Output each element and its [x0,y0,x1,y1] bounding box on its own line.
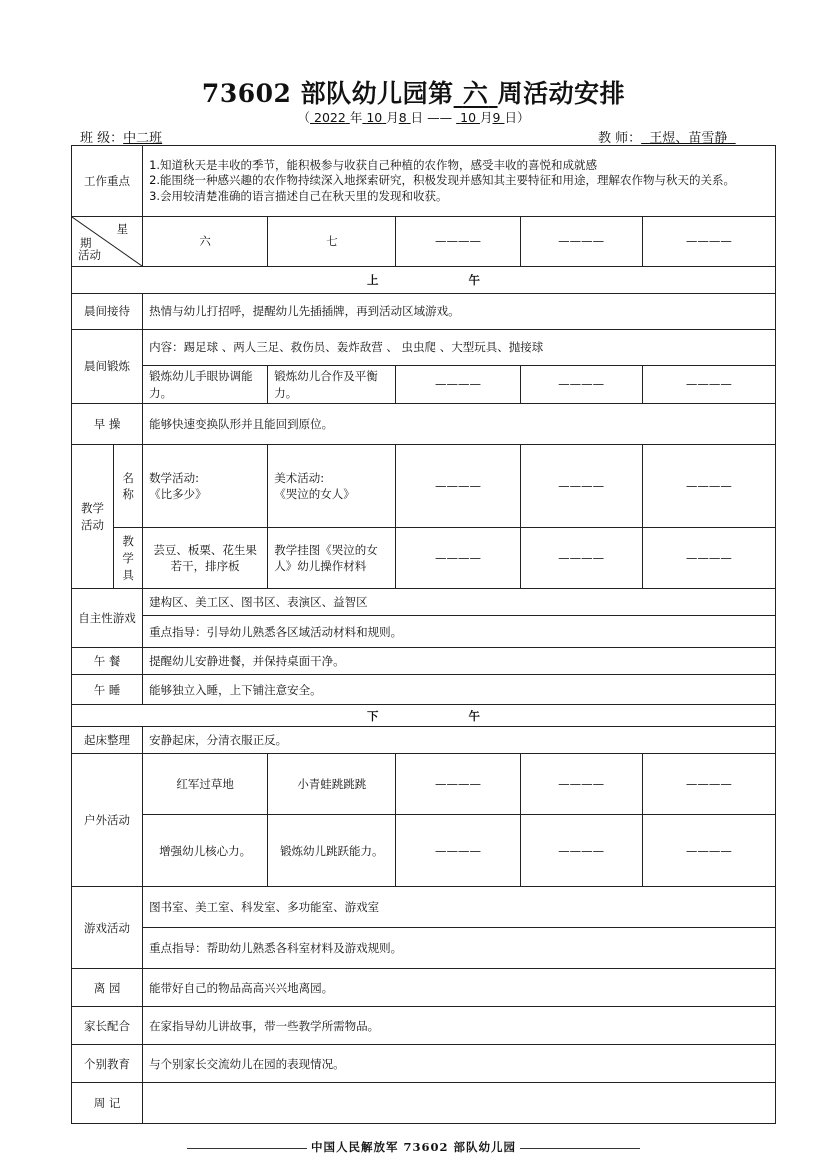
morning-reception-label: 晨间接待 [72,294,143,330]
day-cell: ———— [642,217,775,267]
focus-line: 2.能围绕一种感兴趣的农作物持续深入地探索研究，积极发现并感知其主要特征和用途，理解农作物与秋天的关系。 [149,173,736,188]
teaching-tools: 芸豆、板栗、花生果若干，排序板 [143,528,268,589]
page-footer [0,1139,827,1155]
morning-exercise-goals-row [72,366,776,404]
games-guide: 重点指导：帮助幼儿熟悉各科室材料及游戏规则。 [143,928,776,969]
focus-row [72,146,776,217]
teaching-label: 教学活动 [72,445,114,589]
day-cell: 七 [268,217,396,267]
focus-label: 工作重点 [72,146,143,217]
morning-exercise-label: 晨间锻炼 [72,330,143,404]
start-month-value: 10 [366,110,383,125]
outdoor-game: 红军过草地 [143,754,268,815]
dash-cell: ———— [396,366,520,404]
leave-text: 能带好自己的物品高高兴兴地离园。 [143,969,776,1007]
nap-row [72,675,776,705]
exercise-goal: 锻炼幼儿手眼协调能力。 [143,366,268,404]
morning-reception-text: 热情与幼儿打招呼，提醒幼儿先插插牌，再到活动区域游戏。 [143,294,776,330]
am-section-row [72,267,776,294]
dash-cell: ———— [642,445,775,528]
nap-text: 能够独立入睡，上下铺注意安全。 [143,675,776,705]
self-play-guide: 重点指导：引导幼儿熟悉各区域活动材料和规则。 [143,616,776,648]
exercise-goal: 锻炼幼儿合作及平衡力。 [268,366,396,404]
start-day-value: 8 [398,110,407,125]
outdoor-goals-row [72,815,776,887]
end-month-value: 10 [460,110,477,125]
wakeup-row [72,727,776,754]
year [310,110,350,125]
self-play-areas: 建构区、美工区、图书区、表演区、益智区 [143,589,776,616]
self-play-guide-row [72,616,776,648]
notes-text[interactable] [143,1083,776,1124]
teaching-tools-row [72,528,776,589]
lunch-text: 提醒幼儿安静进餐，并保持桌面干净。 [143,648,776,675]
section-pm [72,705,776,727]
teacher-value [641,131,736,146]
days-row [72,217,776,267]
footer-rule [520,1148,640,1149]
morning-exercise-content: 内容：踢足球 、两人三足、救伤员、轰炸敌营 、 虫虫爬 、大型玩具、抛接球 [143,330,776,366]
dash-cell: ———— [396,815,520,887]
teaching-name: 美术活动: 《哭泣的女人》 [268,445,396,528]
title-prefix: 73602 部队幼儿园第 [201,79,454,108]
leave-label: 离 园 [72,969,143,1007]
day-cell: ———— [396,217,520,267]
teaching-tools: 教学挂图《哭泣的女人》幼儿操作材料 [268,528,396,589]
dash-cell: ———— [642,815,775,887]
nap-label: 午 睡 [72,675,143,705]
morning-drill-text: 能够快速变换队形并且能回到原位。 [143,404,776,445]
dash-cell: ———— [642,366,775,404]
date-close: 日） [504,110,530,125]
outdoor-row [72,754,776,815]
games-label: 游戏活动 [72,887,143,969]
leave-row [72,969,776,1007]
am-left: 上 [367,272,379,287]
date-open: （ [297,110,311,125]
wakeup-text: 安静起床，分清衣服正反。 [143,727,776,754]
outdoor-goal: 增强幼儿核心力。 [143,815,268,887]
individual-row [72,1045,776,1083]
class-info [80,127,162,146]
parents-text: 在家指导幼儿讲故事，带一些教学所需物品。 [143,1007,776,1045]
schedule-table [71,145,776,1124]
month-char: 月 [386,110,399,125]
diagonal-header [72,217,143,267]
wakeup-label: 起床整理 [72,727,143,754]
focus-line: 1.知道秋天是丰收的季节，能积极参与收获自己种植的农作物，感受丰收的喜悦和成就感 [149,157,598,172]
pm-right: 午 [468,708,480,723]
teacher-label: 教 师： [598,131,642,146]
self-play-row [72,589,776,616]
focus-line: 3.会用较清楚准确的语言描述自己在秋天里的发现和收获。 [149,188,448,203]
dash-cell: ———— [396,528,520,589]
day-char: 日 [410,110,424,125]
date-dash: —— [427,110,453,125]
teaching-name: 数学活动: 《比多少》 [143,445,268,528]
lunch-row [72,648,776,675]
morning-drill-label: 早 操 [72,404,143,445]
header-xing: 星 [116,222,129,236]
page-title [0,74,827,110]
individual-text: 与个别家长交流幼儿在园的表现情况。 [143,1045,776,1083]
year-value: 2022 [314,110,346,125]
month-char-2: 月 [480,110,493,125]
games-rooms: 图书室、美工室、科发室、多功能室、游戏室 [143,887,776,928]
end-day-value: 9 [492,110,501,125]
teaching-name-row [72,445,776,528]
dash-cell: ———— [520,528,642,589]
class-value: 中二班 [123,131,163,146]
games-row [72,887,776,928]
dash-cell: ———— [520,445,642,528]
dash-cell: ———— [642,528,775,589]
dash-cell: ———— [642,754,775,815]
focus-content [143,146,776,217]
dash-cell: ———— [520,815,642,887]
week-value: 六 [462,79,489,108]
parents-row [72,1007,776,1045]
notes-row [72,1083,776,1124]
outdoor-game: 小青蛙跳跳跳 [268,754,396,815]
end-day [493,110,505,125]
parents-label: 家长配合 [72,1007,143,1045]
games-guide-row [72,928,776,969]
pm-section-row [72,705,776,727]
dash-cell: ———— [520,366,642,404]
footer-text: 中国人民解放军 73602 部队幼儿园 [310,1140,516,1154]
week-number [454,79,498,108]
dash-cell: ———— [520,754,642,815]
title-suffix: 周活动安排 [497,79,626,108]
footer-rule [187,1148,307,1149]
year-char: 年 [349,110,363,125]
notes-label: 周 记 [72,1083,143,1124]
pm-left: 下 [367,708,379,723]
section-am [72,267,776,294]
outdoor-label: 户外活动 [72,754,143,887]
morning-exercise-row [72,330,776,366]
day-cell: 六 [143,217,268,267]
teacher-names: 王煜、苗雪静 [649,131,728,146]
date-range [0,108,827,126]
self-play-label: 自主性游戏 [72,589,143,648]
dash-cell: ———— [396,754,520,815]
teaching-tools-label: 教学具 [114,528,143,589]
header-activity: 活动 [78,248,101,263]
morning-reception-row [72,294,776,330]
day-cell: ———— [520,217,642,267]
morning-drill-row [72,404,776,445]
start-day [399,110,411,125]
header-qi: 期 [80,236,92,250]
teaching-name-label: 名称 [114,445,143,528]
individual-label: 个别教育 [72,1045,143,1083]
teacher-info [598,127,736,146]
class-label: 班 级： [80,131,124,146]
outdoor-goal: 锻炼幼儿跳跃能力。 [268,815,396,887]
lunch-label: 午 餐 [72,648,143,675]
dash-cell: ———— [396,445,520,528]
am-right: 午 [468,272,480,287]
end-month [456,110,480,125]
start-month [362,110,386,125]
